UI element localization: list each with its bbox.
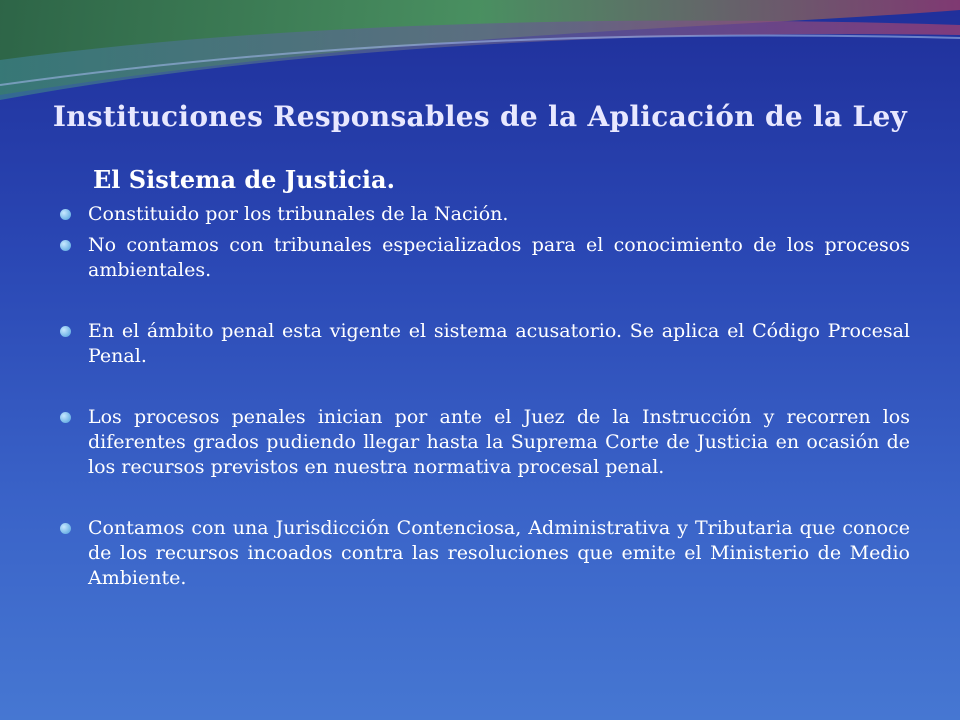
bullet-text: Contamos con una Jurisdicción Contenciosa, Administrativa y Tributaria que conoce de los recursos incoados contra las resoluciones que emite el Ministerio de Medio Ambiente. xyxy=(88,517,910,589)
bullet-text: En el ámbito penal esta vigente el sistema acusatorio. Se aplica el Código Procesal Penal. xyxy=(88,320,910,367)
bullet-icon xyxy=(60,326,71,337)
section-subtitle: El Sistema de Justicia. xyxy=(93,165,395,194)
bullet-icon xyxy=(60,240,71,251)
bullet-item xyxy=(58,516,910,591)
bullet-item xyxy=(58,405,910,480)
bullet-item xyxy=(58,233,910,283)
bullet-item xyxy=(58,202,910,227)
bullet-icon xyxy=(60,523,71,534)
slide-title: Instituciones Responsables de la Aplicación de la Ley xyxy=(52,100,908,133)
bullet-text: Los procesos penales inician por ante el Juez de la Instrucción y recorren los diferentes grados pudiendo llegar hasta la Suprema Corte de Justicia en ocasión de los recursos previstos en nuestra normativa procesal penal. xyxy=(88,406,910,478)
bullet-item xyxy=(58,319,910,369)
bullet-text: No contamos con tribunales especializados para el conocimiento de los procesos ambientales. xyxy=(88,234,910,281)
decorative-swoosh xyxy=(0,0,960,110)
bullet-list xyxy=(58,202,910,591)
bullet-icon xyxy=(60,412,71,423)
bullet-text: Constituido por los tribunales de la Nación. xyxy=(88,203,509,225)
bullet-icon xyxy=(60,209,71,220)
